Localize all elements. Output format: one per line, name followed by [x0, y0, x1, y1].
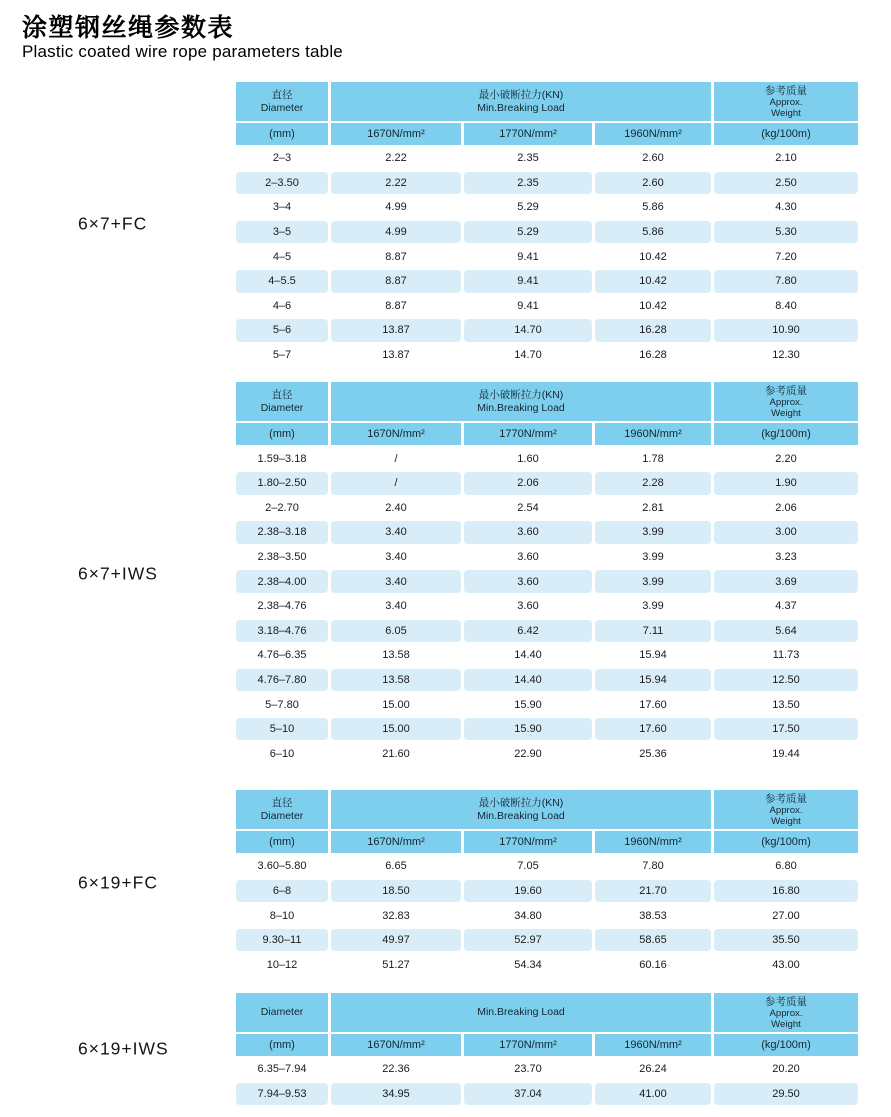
value-cell: 3.40 — [331, 595, 461, 618]
table-row — [236, 620, 858, 643]
diameter-cell: 6–10 — [236, 742, 328, 765]
value-cell: 35.50 — [714, 929, 858, 952]
header-diameter-cell — [236, 993, 328, 1032]
value-cell: 38.53 — [595, 904, 711, 927]
value-cell: 15.90 — [464, 693, 592, 716]
diameter-cell: 5–10 — [236, 718, 328, 741]
value-cell: 9.41 — [464, 295, 592, 318]
value-cell: 58.65 — [595, 929, 711, 952]
value-cell: 4.99 — [331, 221, 461, 244]
header-weight-text: 参考质量 — [765, 384, 807, 397]
header-load-text: Min.Breaking Load — [477, 401, 565, 414]
tables-container — [78, 80, 865, 1107]
value-cell: 49.97 — [331, 929, 461, 952]
rope-type-label: 6×19+FC — [78, 872, 158, 893]
value-cell: 15.00 — [331, 718, 461, 741]
value-cell: 8.40 — [714, 295, 858, 318]
value-cell: 5.86 — [595, 221, 711, 244]
header-weight-cell — [714, 82, 858, 121]
value-cell: 16.80 — [714, 880, 858, 903]
unit-header-cell: 1670N/mm² — [331, 123, 461, 145]
parameters-table — [233, 80, 861, 368]
table-row — [236, 447, 858, 470]
unit-header-cell: 1960N/mm² — [595, 423, 711, 445]
diameter-cell: 2–3 — [236, 147, 328, 170]
diameter-cell: 1.59–3.18 — [236, 447, 328, 470]
header-diameter-text: 直径 — [271, 796, 293, 809]
rope-type-label: 6×7+FC — [78, 213, 148, 234]
value-cell: 19.44 — [714, 742, 858, 765]
value-cell: 12.50 — [714, 669, 858, 692]
value-cell: 21.70 — [595, 880, 711, 903]
unit-header-cell: (kg/100m) — [714, 1034, 858, 1056]
unit-header-cell: (mm) — [236, 1034, 328, 1056]
diameter-cell: 2.38–4.00 — [236, 570, 328, 593]
unit-header-cell: (mm) — [236, 123, 328, 145]
value-cell: 5.64 — [714, 620, 858, 643]
unit-header-cell: (kg/100m) — [714, 123, 858, 145]
table-header-row — [236, 82, 858, 121]
table-row — [236, 570, 858, 593]
unit-header-cell: (mm) — [236, 423, 328, 445]
value-cell: 6.65 — [331, 855, 461, 878]
table-row — [236, 196, 858, 219]
diameter-cell: 8–10 — [236, 904, 328, 927]
header-diameter-text: Diameter — [260, 1006, 304, 1019]
value-cell: 1.78 — [595, 447, 711, 470]
value-cell: 5.30 — [714, 221, 858, 244]
header-load-cell — [331, 382, 711, 421]
value-cell: 15.00 — [331, 693, 461, 716]
value-cell: 5.29 — [464, 196, 592, 219]
diameter-cell: 4.76–6.35 — [236, 644, 328, 667]
header-load-cell — [331, 82, 711, 121]
value-cell: 6.42 — [464, 620, 592, 643]
unit-header-cell: 1960N/mm² — [595, 123, 711, 145]
rope-type-label: 6×7+IWS — [78, 563, 158, 584]
header-weight-text: Approx. — [769, 1007, 803, 1019]
value-cell: 3.23 — [714, 546, 858, 569]
unit-header-cell: 1960N/mm² — [595, 1034, 711, 1056]
table-block — [78, 80, 865, 368]
table-row — [236, 344, 858, 367]
diameter-cell: 5–7.80 — [236, 693, 328, 716]
parameters-table — [233, 788, 861, 978]
table-row — [236, 295, 858, 318]
table-header-row — [236, 382, 858, 421]
value-cell: 3.99 — [595, 546, 711, 569]
value-cell: 3.60 — [464, 521, 592, 544]
unit-header-cell: 1670N/mm² — [331, 423, 461, 445]
header-diameter-text: 直径 — [271, 388, 293, 401]
diameter-cell: 2.38–4.76 — [236, 595, 328, 618]
value-cell: 43.00 — [714, 953, 858, 976]
value-cell: 4.30 — [714, 196, 858, 219]
value-cell: 29.50 — [714, 1083, 858, 1106]
value-cell: 3.60 — [464, 546, 592, 569]
table-units-row — [236, 123, 858, 145]
value-cell: 6.05 — [331, 620, 461, 643]
value-cell: 1.60 — [464, 447, 592, 470]
header-weight-cell — [714, 790, 858, 829]
value-cell: 2.06 — [714, 497, 858, 520]
table-units-row — [236, 423, 858, 445]
value-cell: 10.90 — [714, 319, 858, 342]
table-block — [78, 380, 865, 767]
value-cell: 14.70 — [464, 319, 592, 342]
diameter-cell: 6.35–7.94 — [236, 1058, 328, 1081]
diameter-cell: 2–2.70 — [236, 497, 328, 520]
table-row — [236, 595, 858, 618]
rope-type-label: 6×19+IWS — [78, 1038, 169, 1059]
diameter-cell: 4–5.5 — [236, 270, 328, 293]
table-units-row — [236, 831, 858, 853]
value-cell: 1.90 — [714, 472, 858, 495]
value-cell: 26.24 — [595, 1058, 711, 1081]
header-load-cell — [331, 790, 711, 829]
value-cell: / — [331, 472, 461, 495]
table-row — [236, 693, 858, 716]
header-weight-text: Weight — [771, 815, 801, 827]
value-cell: 17.60 — [595, 693, 711, 716]
value-cell: 41.00 — [595, 1083, 711, 1106]
unit-header-cell: 1670N/mm² — [331, 1034, 461, 1056]
value-cell: 3.60 — [464, 570, 592, 593]
diameter-cell: 1.80–2.50 — [236, 472, 328, 495]
diameter-cell: 3.18–4.76 — [236, 620, 328, 643]
value-cell: 37.04 — [464, 1083, 592, 1106]
diameter-cell: 9.30–11 — [236, 929, 328, 952]
value-cell: 16.28 — [595, 344, 711, 367]
value-cell: / — [331, 447, 461, 470]
diameter-cell: 10–12 — [236, 953, 328, 976]
header-load-cell — [331, 993, 711, 1032]
diameter-cell: 7.94–9.53 — [236, 1083, 328, 1106]
value-cell: 15.90 — [464, 718, 592, 741]
unit-header-cell: 1960N/mm² — [595, 831, 711, 853]
value-cell: 13.58 — [331, 644, 461, 667]
value-cell: 4.99 — [331, 196, 461, 219]
value-cell: 22.90 — [464, 742, 592, 765]
unit-header-cell: 1670N/mm² — [331, 831, 461, 853]
table-block — [78, 788, 865, 978]
header-load-text: 最小破断拉力(KN) — [478, 796, 564, 809]
table-row — [236, 221, 858, 244]
page-title: 涂塑钢丝绳参数表 — [22, 14, 235, 42]
table-row — [236, 1083, 858, 1106]
unit-header-cell: 1770N/mm² — [464, 423, 592, 445]
value-cell: 3.99 — [595, 570, 711, 593]
value-cell: 60.16 — [595, 953, 711, 976]
value-cell: 17.50 — [714, 718, 858, 741]
value-cell: 13.50 — [714, 693, 858, 716]
diameter-cell: 3.60–5.80 — [236, 855, 328, 878]
header-diameter-text: Diameter — [260, 401, 304, 414]
header-weight-text: Weight — [771, 107, 801, 119]
header-weight-cell — [714, 993, 858, 1032]
value-cell: 54.34 — [464, 953, 592, 976]
value-cell: 11.73 — [714, 644, 858, 667]
table-row — [236, 245, 858, 268]
value-cell: 3.99 — [595, 595, 711, 618]
table-row — [236, 521, 858, 544]
diameter-cell: 5–6 — [236, 319, 328, 342]
table-row — [236, 172, 858, 195]
value-cell: 2.22 — [331, 147, 461, 170]
header-diameter-cell — [236, 382, 328, 421]
value-cell: 3.40 — [331, 521, 461, 544]
unit-header-cell: (kg/100m) — [714, 423, 858, 445]
value-cell: 51.27 — [331, 953, 461, 976]
table-row — [236, 929, 858, 952]
value-cell: 34.95 — [331, 1083, 461, 1106]
table-row — [236, 855, 858, 878]
value-cell: 3.69 — [714, 570, 858, 593]
value-cell: 20.20 — [714, 1058, 858, 1081]
value-cell: 21.60 — [331, 742, 461, 765]
unit-header-cell: 1770N/mm² — [464, 1034, 592, 1056]
value-cell: 13.87 — [331, 319, 461, 342]
table-units-row — [236, 1034, 858, 1056]
value-cell: 15.94 — [595, 669, 711, 692]
value-cell: 7.11 — [595, 620, 711, 643]
value-cell: 19.60 — [464, 880, 592, 903]
parameters-table — [233, 380, 861, 767]
unit-header-cell: 1770N/mm² — [464, 831, 592, 853]
value-cell: 3.40 — [331, 546, 461, 569]
table-row — [236, 1058, 858, 1081]
value-cell: 3.99 — [595, 521, 711, 544]
diameter-cell: 3–4 — [236, 196, 328, 219]
header-load-text: Min.Breaking Load — [477, 101, 565, 114]
header-diameter-text: Diameter — [260, 809, 304, 822]
value-cell: 5.86 — [595, 196, 711, 219]
header-diameter-cell — [236, 82, 328, 121]
header-diameter-text: 直径 — [271, 88, 293, 101]
value-cell: 22.36 — [331, 1058, 461, 1081]
table-row — [236, 319, 858, 342]
diameter-cell: 4–6 — [236, 295, 328, 318]
header-weight-text: Weight — [771, 1018, 801, 1030]
value-cell: 2.54 — [464, 497, 592, 520]
table-block — [78, 991, 865, 1107]
table-row — [236, 880, 858, 903]
table-row — [236, 904, 858, 927]
diameter-cell: 4.76–7.80 — [236, 669, 328, 692]
unit-header-cell: (kg/100m) — [714, 831, 858, 853]
table-row — [236, 953, 858, 976]
table-row — [236, 546, 858, 569]
diameter-cell: 4–5 — [236, 245, 328, 268]
value-cell: 7.80 — [714, 270, 858, 293]
value-cell: 2.35 — [464, 147, 592, 170]
value-cell: 7.05 — [464, 855, 592, 878]
value-cell: 8.87 — [331, 270, 461, 293]
header-load-text: 最小破断拉力(KN) — [478, 88, 564, 101]
header-weight-text: Approx. — [769, 96, 803, 108]
value-cell: 2.60 — [595, 147, 711, 170]
value-cell: 7.20 — [714, 245, 858, 268]
diameter-cell: 5–7 — [236, 344, 328, 367]
value-cell: 27.00 — [714, 904, 858, 927]
value-cell: 3.40 — [331, 570, 461, 593]
value-cell: 2.50 — [714, 172, 858, 195]
value-cell: 23.70 — [464, 1058, 592, 1081]
header-diameter-cell — [236, 790, 328, 829]
value-cell: 14.40 — [464, 644, 592, 667]
value-cell: 12.30 — [714, 344, 858, 367]
value-cell: 7.80 — [595, 855, 711, 878]
table-row — [236, 270, 858, 293]
value-cell: 2.40 — [331, 497, 461, 520]
value-cell: 2.10 — [714, 147, 858, 170]
header-load-text: 最小破断拉力(KN) — [478, 388, 564, 401]
value-cell: 32.83 — [331, 904, 461, 927]
header-weight-text: 参考质量 — [765, 792, 807, 805]
unit-header-cell: (mm) — [236, 831, 328, 853]
header-diameter-text: Diameter — [260, 101, 304, 114]
value-cell: 10.42 — [595, 295, 711, 318]
table-row — [236, 497, 858, 520]
table-header-row — [236, 993, 858, 1032]
header-weight-cell — [714, 382, 858, 421]
parameters-table — [233, 991, 861, 1107]
value-cell: 2.22 — [331, 172, 461, 195]
table-row — [236, 718, 858, 741]
table-row — [236, 644, 858, 667]
value-cell: 4.37 — [714, 595, 858, 618]
header-weight-text: Approx. — [769, 804, 803, 816]
table-row — [236, 742, 858, 765]
table-row — [236, 472, 858, 495]
value-cell: 25.36 — [595, 742, 711, 765]
value-cell: 2.28 — [595, 472, 711, 495]
diameter-cell: 6–8 — [236, 880, 328, 903]
value-cell: 34.80 — [464, 904, 592, 927]
value-cell: 14.70 — [464, 344, 592, 367]
header-load-text: Min.Breaking Load — [477, 1006, 565, 1019]
diameter-cell: 2.38–3.50 — [236, 546, 328, 569]
value-cell: 2.60 — [595, 172, 711, 195]
header-load-text: Min.Breaking Load — [477, 809, 565, 822]
header-weight-text: Approx. — [769, 396, 803, 408]
page-subtitle: Plastic coated wire rope parameters table — [22, 42, 343, 61]
table-row — [236, 669, 858, 692]
diameter-cell: 2–3.50 — [236, 172, 328, 195]
header-weight-text: 参考质量 — [765, 84, 807, 97]
value-cell: 2.06 — [464, 472, 592, 495]
value-cell: 10.42 — [595, 245, 711, 268]
value-cell: 10.42 — [595, 270, 711, 293]
value-cell: 8.87 — [331, 295, 461, 318]
value-cell: 6.80 — [714, 855, 858, 878]
value-cell: 52.97 — [464, 929, 592, 952]
value-cell: 15.94 — [595, 644, 711, 667]
value-cell: 2.35 — [464, 172, 592, 195]
value-cell: 17.60 — [595, 718, 711, 741]
value-cell: 16.28 — [595, 319, 711, 342]
header-weight-text: Weight — [771, 407, 801, 419]
value-cell: 18.50 — [331, 880, 461, 903]
header-weight-text: 参考质量 — [765, 995, 807, 1008]
value-cell: 5.29 — [464, 221, 592, 244]
table-header-row — [236, 790, 858, 829]
value-cell: 2.20 — [714, 447, 858, 470]
value-cell: 13.58 — [331, 669, 461, 692]
value-cell: 14.40 — [464, 669, 592, 692]
value-cell: 8.87 — [331, 245, 461, 268]
value-cell: 2.81 — [595, 497, 711, 520]
value-cell: 3.60 — [464, 595, 592, 618]
table-row — [236, 147, 858, 170]
value-cell: 3.00 — [714, 521, 858, 544]
diameter-cell: 3–5 — [236, 221, 328, 244]
value-cell: 9.41 — [464, 270, 592, 293]
value-cell: 13.87 — [331, 344, 461, 367]
value-cell: 9.41 — [464, 245, 592, 268]
unit-header-cell: 1770N/mm² — [464, 123, 592, 145]
diameter-cell: 2.38–3.18 — [236, 521, 328, 544]
